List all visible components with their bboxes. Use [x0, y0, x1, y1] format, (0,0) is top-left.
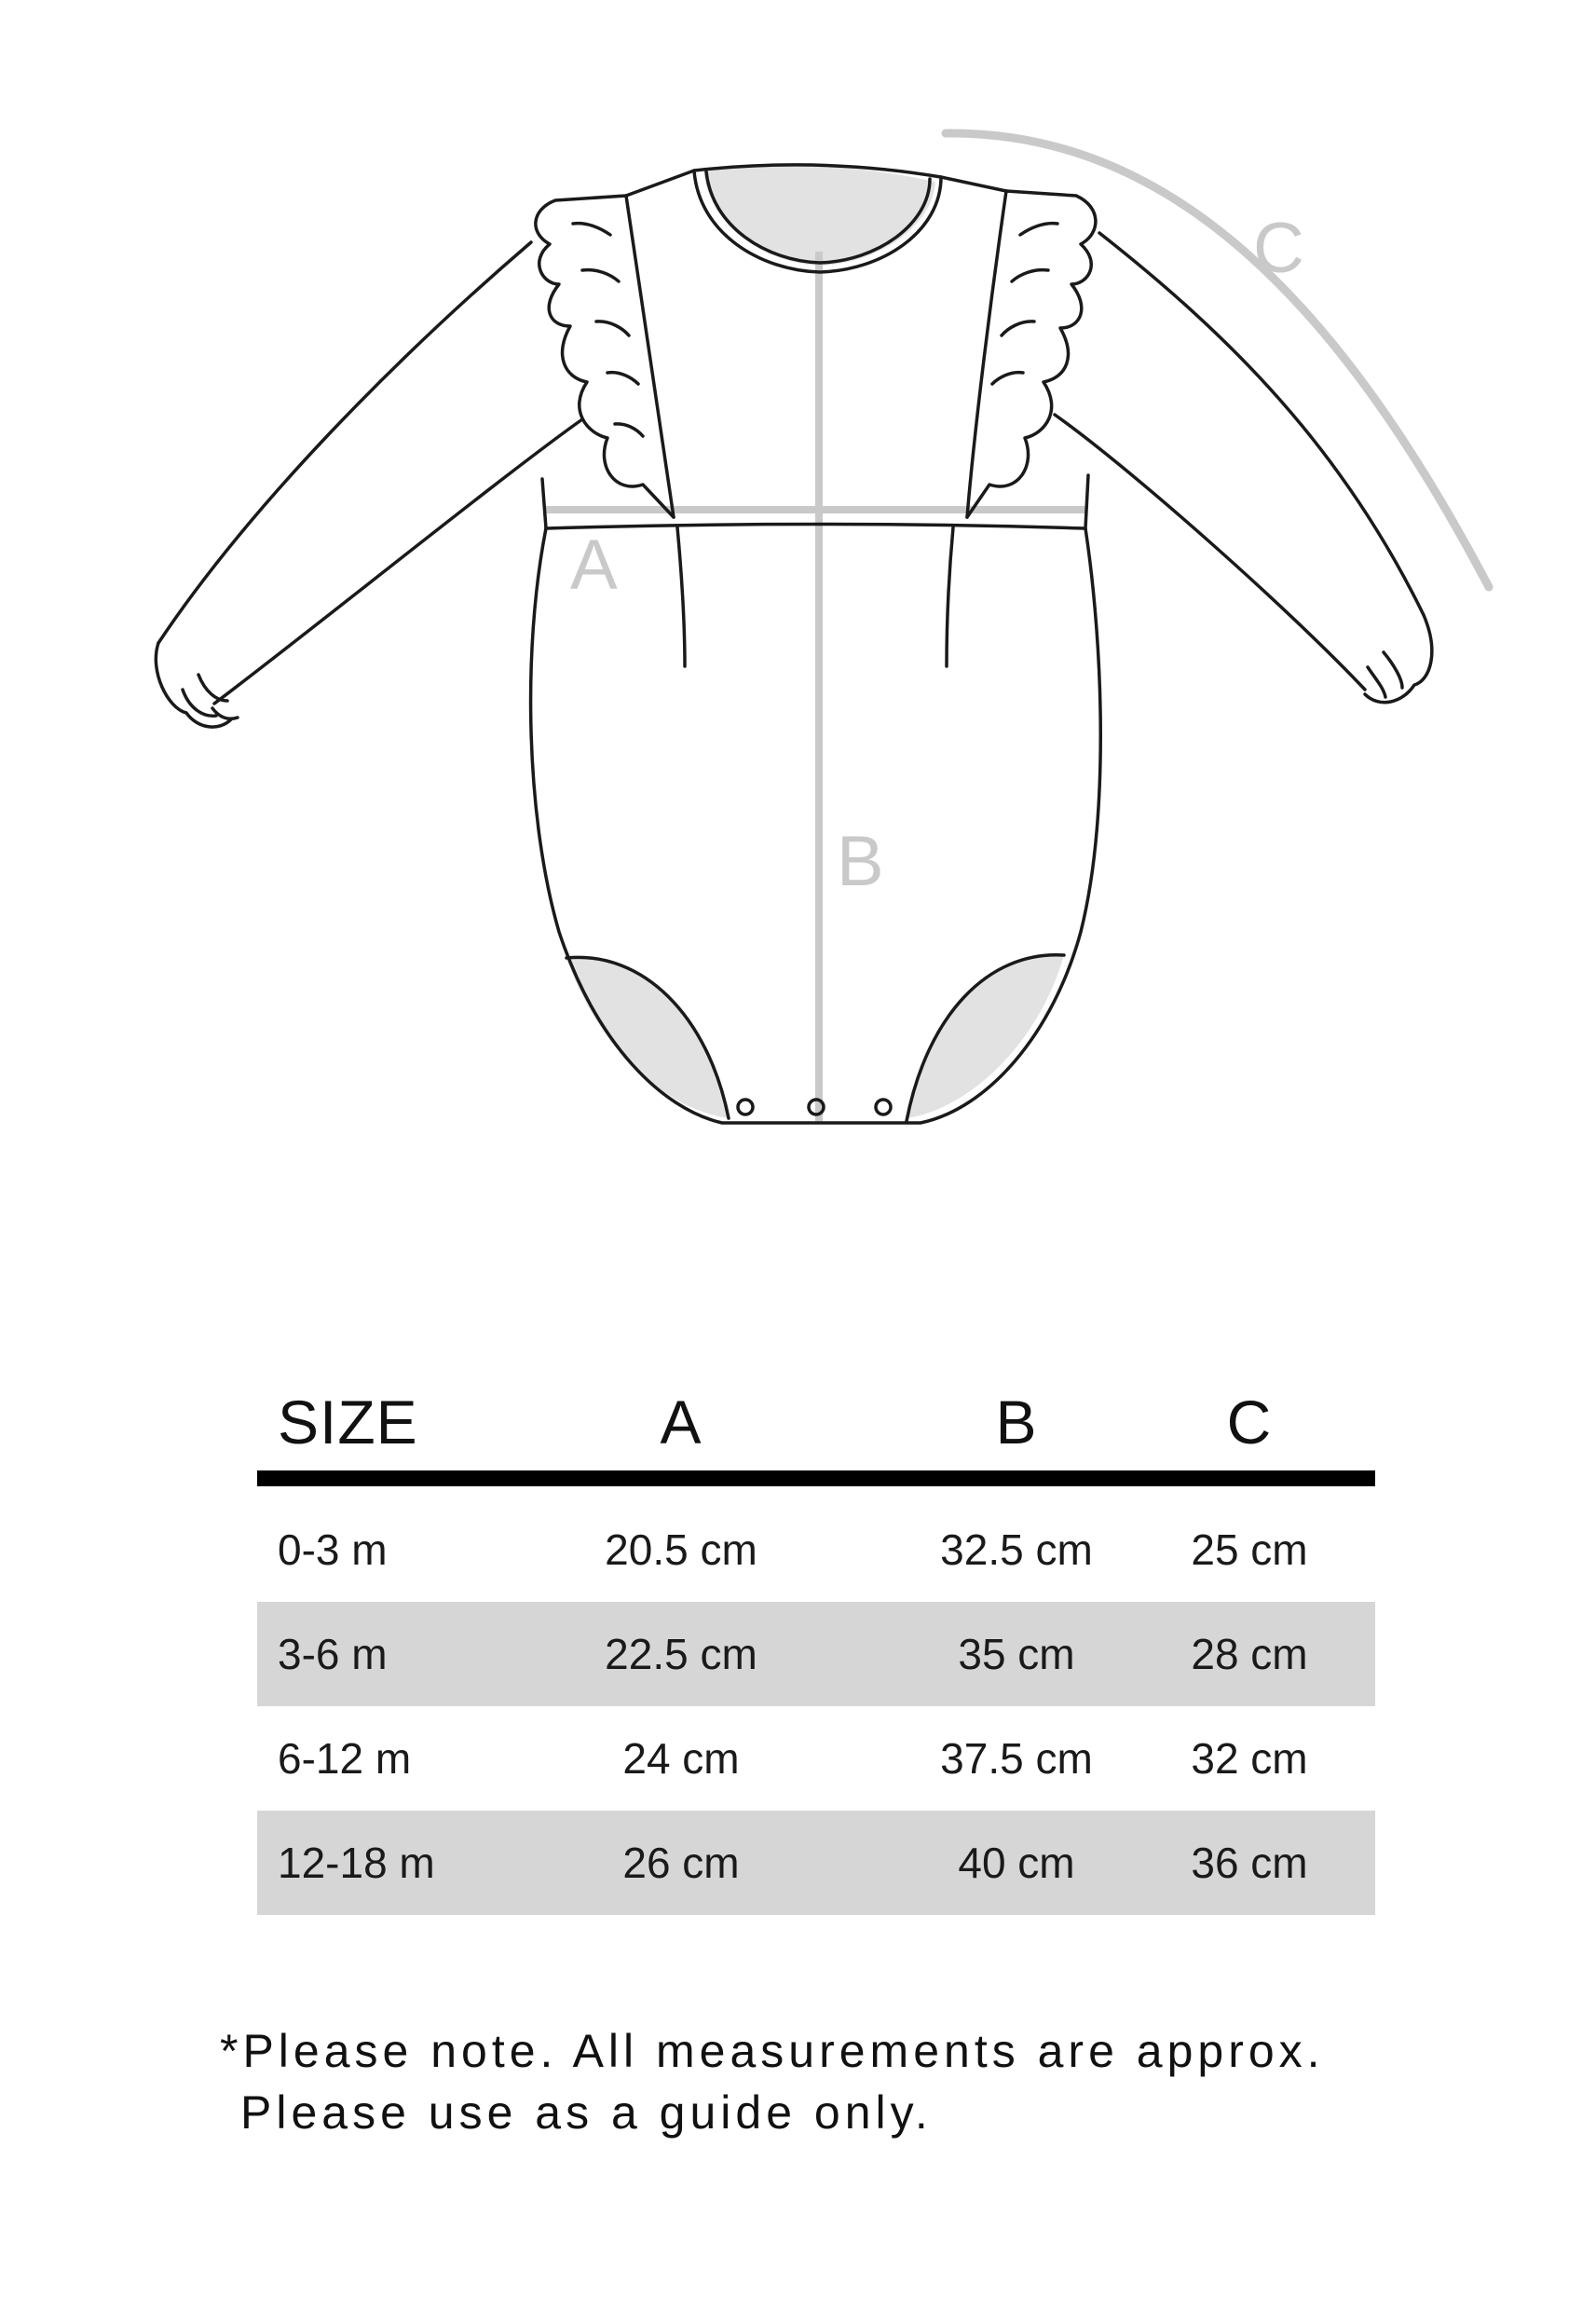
header-c: C [1226, 1388, 1273, 1456]
c-cell: 28 cm [1191, 1630, 1308, 1678]
size-cell: 3-6 m [278, 1630, 388, 1678]
note-line-1: *Please note. All measurements are approx. [220, 2025, 1325, 2077]
bib-left-edge [626, 196, 674, 517]
table-row [257, 1497, 1375, 1602]
right-sleeve-top [1099, 233, 1424, 615]
b-cell: 37.5 cm [940, 1734, 1093, 1783]
a-cell: 20.5 cm [605, 1525, 757, 1574]
table-row [257, 1602, 1375, 1706]
right-cuff [1365, 615, 1432, 703]
header-size: SIZE [278, 1388, 418, 1456]
c-cell: 25 cm [1191, 1525, 1308, 1574]
left-cuff-gathers [183, 675, 238, 718]
dart-right [947, 527, 953, 666]
header-b: B [995, 1388, 1038, 1456]
dim-label-c: C [1253, 209, 1304, 288]
left-ruffle-folds [573, 224, 643, 436]
table-row [257, 1706, 1375, 1811]
b-cell: 35 cm [958, 1630, 1075, 1678]
c-cell: 32 cm [1191, 1734, 1308, 1783]
measurement-note [220, 2020, 1431, 2143]
table-header-row [257, 1370, 1375, 1486]
snap-left [738, 1100, 753, 1114]
a-cell: 24 cm [622, 1734, 740, 1783]
right-ruffle-folds [992, 224, 1057, 384]
bib-right-edge [967, 191, 1006, 517]
dart-left [677, 527, 685, 666]
note-line-2: Please use as a guide only. [240, 2086, 933, 2139]
a-cell: 26 cm [622, 1839, 740, 1887]
yoke-bottom-right [1085, 475, 1088, 528]
left-sleeve-bottom [214, 419, 582, 704]
header-a: A [660, 1388, 703, 1456]
right-cuff-gathers [1368, 652, 1402, 697]
left-leg-opening-fill [566, 957, 729, 1118]
dim-label-a: A [570, 526, 618, 605]
size-cell: 6-12 m [278, 1734, 412, 1783]
b-cell: 32.5 cm [940, 1525, 1093, 1574]
c-cell: 36 cm [1191, 1839, 1308, 1887]
left-sleeve-top [158, 242, 531, 643]
neckline-fill [703, 166, 935, 266]
a-cell: 22.5 cm [605, 1630, 757, 1678]
dim-label-b: B [837, 822, 884, 901]
b-cell: 40 cm [958, 1839, 1075, 1887]
right-sleeve-bottom [1055, 415, 1365, 690]
size-cell: 12-18 m [278, 1839, 435, 1887]
right-ruffle [967, 191, 1096, 517]
table-row [257, 1811, 1375, 1915]
yoke-bottom [542, 479, 546, 528]
size-table [257, 1370, 1375, 1915]
left-ruffle [536, 196, 674, 517]
measure-line-c [946, 133, 1489, 587]
snap-right [876, 1100, 891, 1114]
size-cell: 0-3 m [278, 1525, 388, 1574]
